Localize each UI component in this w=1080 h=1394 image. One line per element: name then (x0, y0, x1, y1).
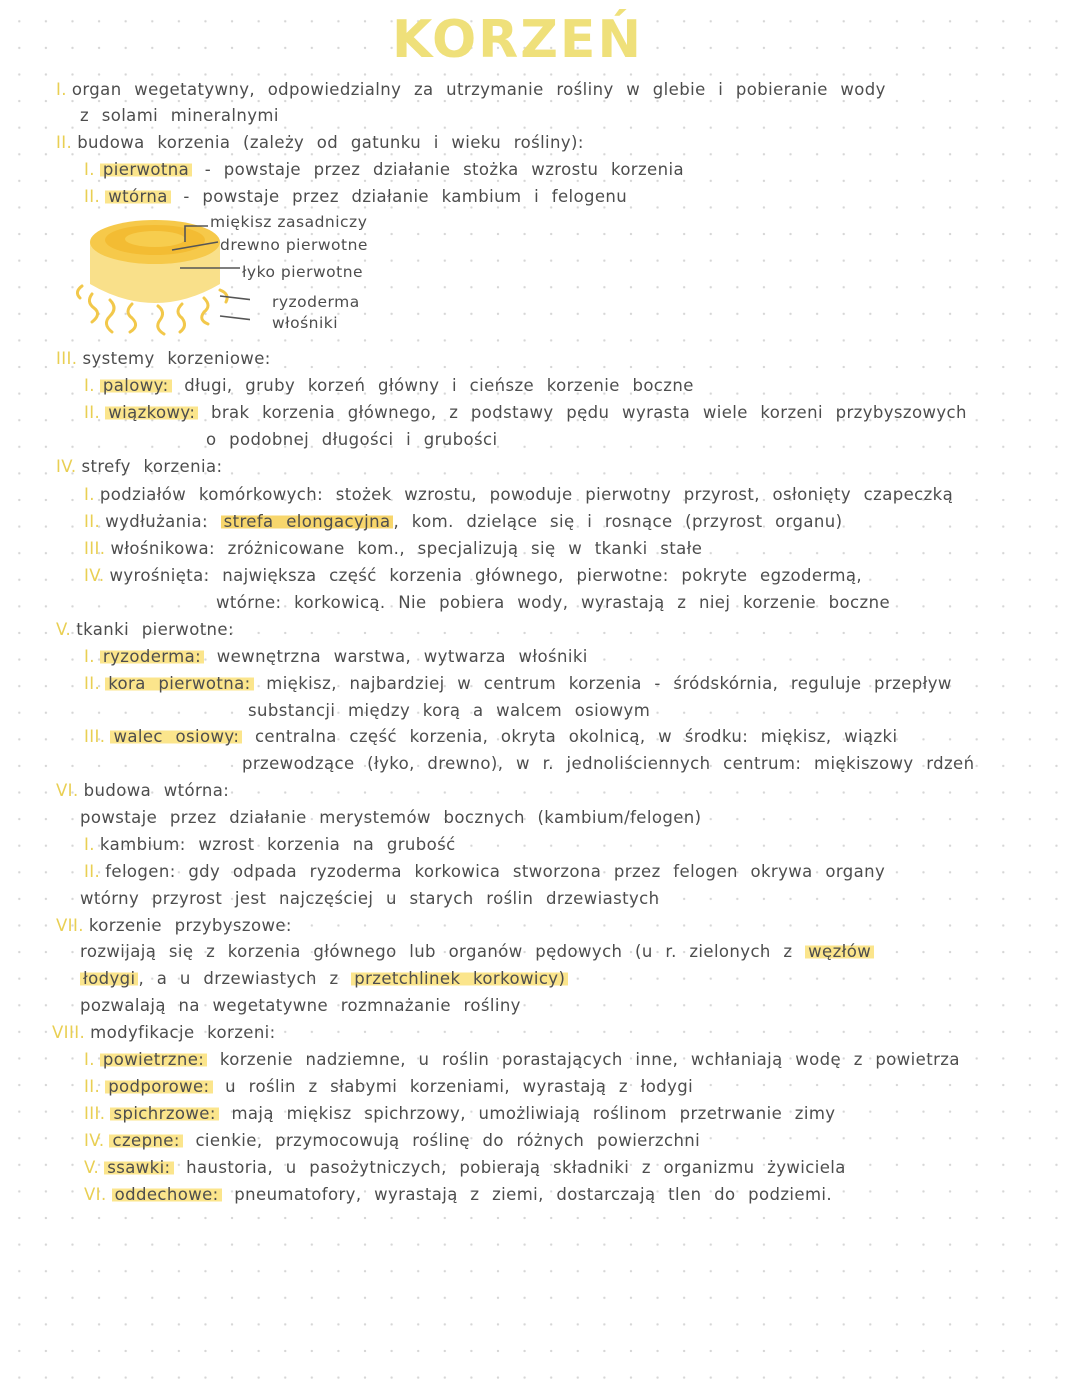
note-line (84, 1104, 835, 1123)
note-text: systemy korzeniowe: (82, 349, 271, 368)
note-text: haustoria, u pasożytniczych, pobierają składniki z organizmu żywiciela (173, 1158, 846, 1177)
note-text: rozwijają się z korzenia głównego lub organów pędowych (u r. zielonych z (80, 942, 806, 961)
list-number: IV. (84, 1131, 105, 1150)
highlighted-term: wiązkowy: (105, 403, 198, 422)
note-text: wydłużania: (105, 512, 221, 531)
highlighted-term: oddechowe: (112, 1185, 222, 1204)
leader-wlosniki (220, 316, 250, 322)
note-line (80, 942, 874, 961)
list-number: III. (84, 727, 106, 746)
note-line (216, 593, 890, 612)
list-number: VI. (56, 781, 79, 800)
note-text: strefy korzenia: (81, 457, 223, 476)
note-line (84, 674, 952, 693)
note-line (84, 1131, 700, 1150)
note-line (84, 1185, 832, 1204)
note-text: wtórne: korkowicą. Nie pobiera wody, wyrastają z niej korzenie boczne (216, 593, 890, 612)
list-number: III. (84, 1104, 106, 1123)
highlighted-term: ssawki: (104, 1158, 173, 1177)
note-text: organ wegetatywny, odpowiedzialny za utrzymanie rośliny w glebie i pobieranie wody (71, 80, 886, 99)
note-line (80, 969, 568, 988)
note-line (84, 862, 885, 881)
note-text: wtórny przyrost jest najczęściej u starych roślin drzewiastych (80, 889, 660, 908)
note-line (56, 620, 234, 639)
note-text: tkanki pierwotne: (76, 620, 234, 639)
root-top-core (125, 231, 185, 247)
note-text: korzenie nadziemne, u roślin porastających inne, wchłaniają wodę z powietrza (207, 1050, 960, 1069)
note-line (84, 1077, 693, 1096)
highlighted-term: pierwotna (100, 160, 192, 179)
note-line (80, 889, 659, 908)
note-line (84, 727, 898, 746)
note-text: przewodzące (łyko, drewno), w r. jednoliściennych centrum: miękiszowy rdzeń (242, 754, 975, 773)
note-text: budowa wtórna: (83, 781, 230, 800)
note-text: - powstaje przez działanie kambium i felogenu (170, 187, 628, 206)
note-text: włośnikowa: zróżnicowane kom., specjalizują się w tkanki stałe (110, 539, 703, 558)
list-number: VIII. (52, 1023, 86, 1042)
note-line (56, 80, 886, 99)
list-number: I. (84, 485, 95, 504)
note-line (84, 376, 694, 395)
highlighted-term: węzłów (805, 942, 874, 961)
note-text: miękisz, najbardziej w centrum korzenia - śródskórnia, reguluje przepływ (253, 674, 952, 693)
list-number: VII. (56, 916, 84, 935)
highlighted-term: kora pierwotna: (105, 674, 253, 693)
note-line (84, 512, 842, 531)
highlighted-term: powietrzne: (100, 1050, 207, 1069)
note-text: , kom. dzielące się i rosnące (przyrost organu) (393, 512, 843, 531)
highlighted-term: łodygi (80, 969, 138, 988)
highlighted-term: wtórna (105, 187, 171, 206)
list-number: II. (84, 403, 101, 422)
leader-ryzoderma (220, 296, 250, 302)
label-wlosniki: włośniki (272, 314, 339, 332)
highlighted-term: walec osiowy: (110, 727, 242, 746)
note-line (84, 485, 953, 504)
note-line (56, 781, 229, 800)
highlighted-term: spichrzowe: (110, 1104, 218, 1123)
note-line (84, 647, 588, 666)
note-text: pozwalają na wegetatywne rozmnażanie rośliny (80, 996, 521, 1015)
note-text: podziałów komórkowych: stożek wzrostu, powoduje pierwotny przyrost, osłonięty czapeczką (99, 485, 954, 504)
note-line (56, 916, 292, 935)
note-text: budowa korzenia (zależy od gatunku i wieku rośliny): (77, 133, 584, 152)
label-drewno-pierwotne: drewno pierwotne (220, 236, 368, 254)
list-number: II. (84, 862, 101, 881)
list-number: I. (84, 160, 95, 179)
note-text: , a u drzewiastych z (138, 969, 352, 988)
note-line (52, 1023, 276, 1042)
note-line (84, 1158, 846, 1177)
note-line (80, 106, 279, 125)
note-line (80, 808, 701, 827)
list-number: I. (84, 835, 95, 854)
note-line (84, 1050, 960, 1069)
highlighted-term: czepne: (109, 1131, 182, 1150)
note-text: pneumatofory, wyrastają z ziemi, dostarczają tlen do podziemi. (221, 1185, 833, 1204)
note-line (242, 754, 974, 773)
note-line (84, 539, 702, 558)
list-number: I. (84, 1050, 95, 1069)
highlighted-term: przetchlinek korkowicy) (351, 969, 568, 988)
note-line (84, 566, 862, 585)
note-text: z solami mineralnymi (80, 106, 279, 125)
list-number: II. (84, 674, 101, 693)
note-text: o podobnej długości i grubości (206, 430, 498, 449)
note-line (80, 996, 521, 1015)
list-number: I. (84, 376, 95, 395)
note-line (84, 160, 684, 179)
note-text: u roślin z słabymi korzeniami, wyrastają z łodygi (212, 1077, 694, 1096)
note-text: wyrośnięta: największa część korzenia głównego, pierwotne: pokryte egzodermą, (109, 566, 862, 585)
note-text: kambium: wzrost korzenia na grubość (99, 835, 456, 854)
highlighted-term: palowy: (100, 376, 172, 395)
note-text: powstaje przez działanie merystemów bocznych (kambium/felogen) (80, 808, 702, 827)
page-title: KORZEŃ (392, 10, 643, 70)
note-line (56, 457, 222, 476)
highlighted-term: strefa elongacyjna (221, 512, 394, 531)
list-number: I. (56, 80, 67, 99)
note-line (56, 349, 271, 368)
note-text: długi, gruby korzeń główny i cieńsze korzenie boczne (171, 376, 694, 395)
note-line (248, 701, 650, 720)
label-ryzoderma: ryzoderma (272, 293, 360, 311)
label-lyko-pierwotne: łyko pierwotne (242, 263, 364, 281)
highlighted-term: podporowe: (105, 1077, 212, 1096)
note-text: modyfikacje korzeni: (90, 1023, 276, 1042)
note-text: centralna część korzenia, okryta okolnicą, w środku: miękisz, wiązki (242, 727, 898, 746)
list-number: V. (84, 1158, 100, 1177)
list-number: II. (84, 187, 101, 206)
note-text: substancji między korą a walcem osiowym (248, 701, 651, 720)
list-number: V. (56, 620, 72, 639)
note-text: brak korzenia głównego, z podstawy pędu wyrasta wiele korzeni przybyszowych (198, 403, 967, 422)
note-line (56, 133, 584, 152)
note-line (84, 835, 456, 854)
list-number: VI. (84, 1185, 107, 1204)
note-line (206, 430, 497, 449)
note-text: felogen: gdy odpada ryzoderma korkowica stworzona przez felogen okrywa organy (105, 862, 886, 881)
note-line (84, 187, 627, 206)
highlighted-term: ryzoderma: (100, 647, 204, 666)
list-number: IV. (56, 457, 77, 476)
list-number: II. (84, 512, 101, 531)
note-text: - powstaje przez działanie stożka wzrostu korzenia (192, 160, 684, 179)
list-number: III. (56, 349, 78, 368)
note-line (84, 403, 967, 422)
list-number: II. (84, 1077, 101, 1096)
note-text: cienkie, przymocowują roślinę do różnych powierzchni (182, 1131, 701, 1150)
list-number: III. (84, 539, 106, 558)
list-number: II. (56, 133, 73, 152)
label-miekisz-zasadniczy: miękisz zasadniczy (210, 213, 368, 231)
list-number: IV. (84, 566, 105, 585)
note-text: korzenie przybyszowe: (88, 916, 292, 935)
list-number: I. (84, 647, 95, 666)
root-cross-section-drawing (70, 212, 250, 347)
note-text: mają miękisz spichrzowy, umożliwiają roślinom przetrwanie zimy (218, 1104, 836, 1123)
note-text: wewnętrzna warstwa, wytwarza włośniki (204, 647, 588, 666)
